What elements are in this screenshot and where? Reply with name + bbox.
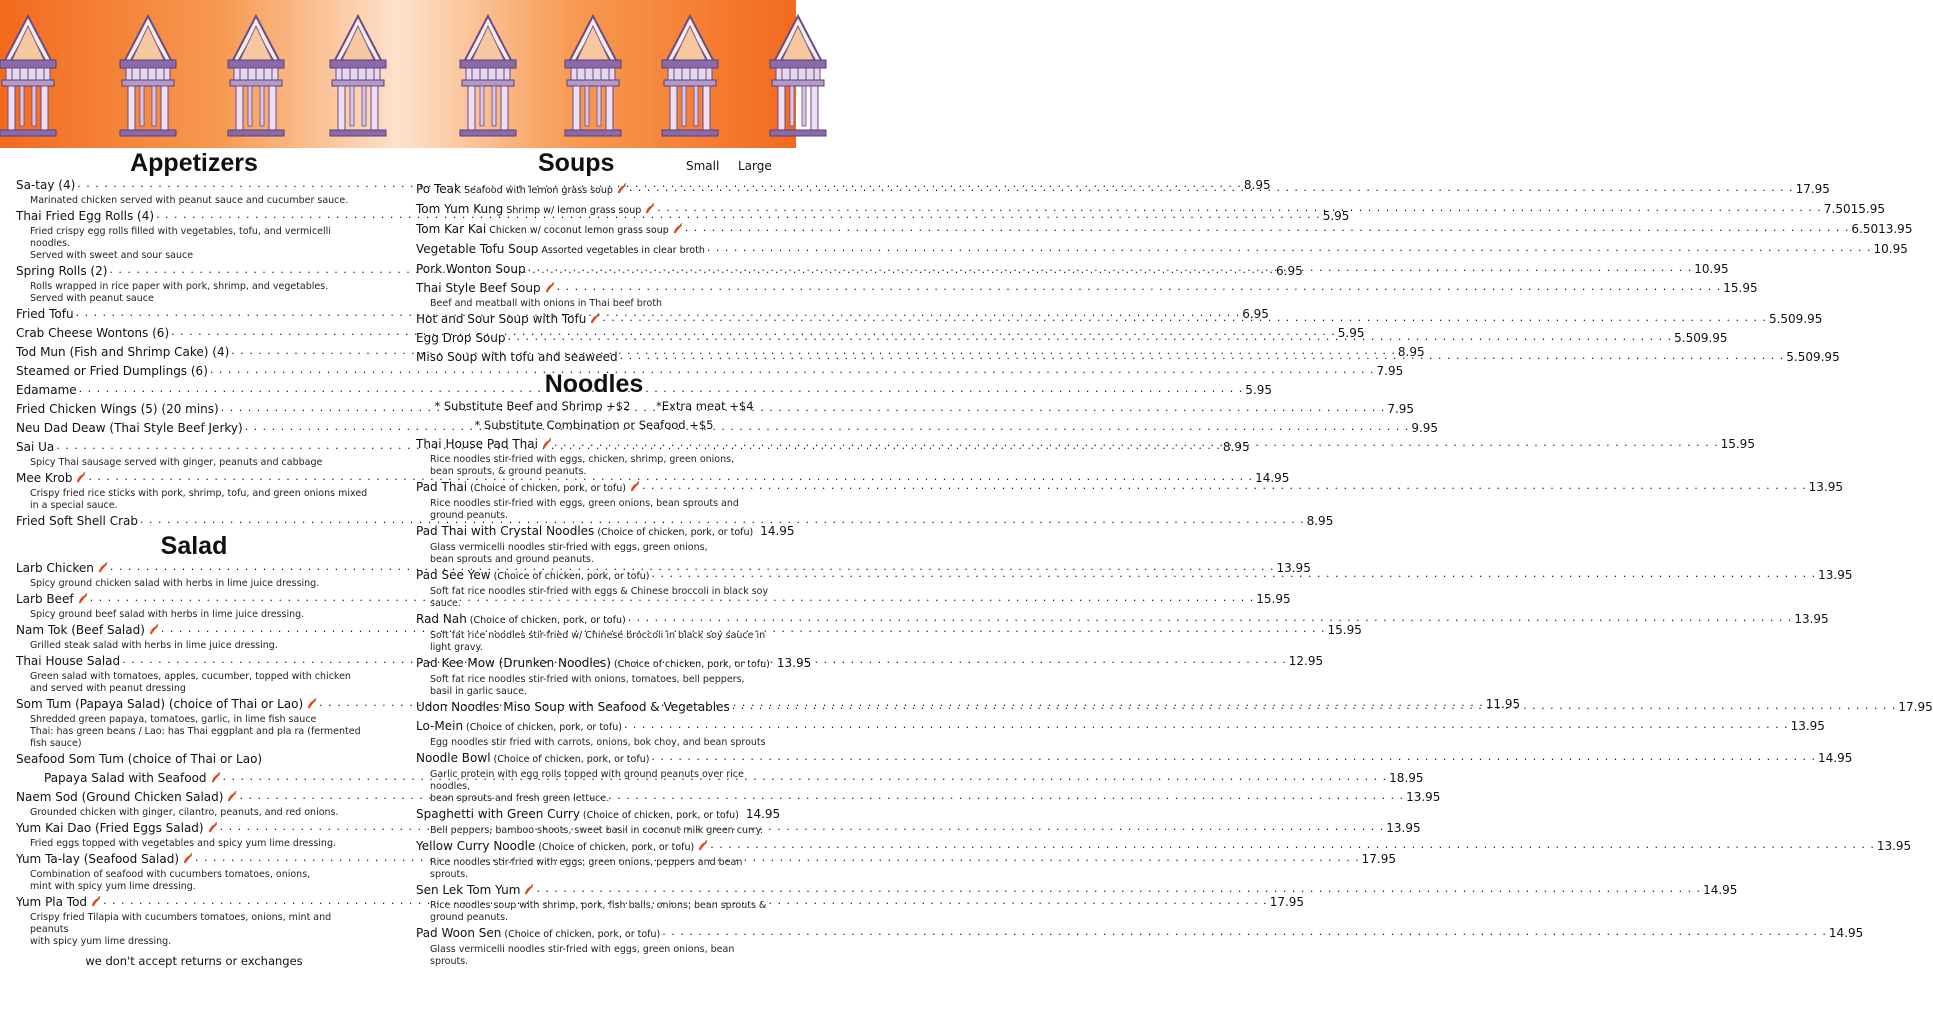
price-small: 5.50 xyxy=(1674,331,1701,345)
item-subtitle: (Choice of chicken, pork, or tofu) xyxy=(470,483,626,494)
item-price: 5.95 xyxy=(1245,383,1273,397)
item-description: Spicy ground chicken salad with herbs in lime juice dressing. xyxy=(30,578,320,589)
pavilion-icon xyxy=(770,16,826,136)
item-description: Glass vermicelli noodles stir-fried with eggs, green onions, bean sprouts. xyxy=(430,944,735,967)
item-description: mint with spicy yum lime dressing. xyxy=(30,881,196,892)
item-price: 12.95 xyxy=(1288,654,1324,668)
item-price: 14.95 xyxy=(1703,883,1738,897)
chili-pepper-icon xyxy=(75,472,86,483)
item-price: 14.95 xyxy=(1828,926,1864,940)
leader-dots xyxy=(685,218,1850,237)
chili-pepper-icon xyxy=(226,791,237,802)
menu-item xyxy=(416,924,1864,968)
size-large-label: Large xyxy=(738,159,772,173)
item-name: Egg Drop Soup xyxy=(416,331,506,345)
size-small-label: Small xyxy=(686,159,720,173)
item-price: 7.95 xyxy=(1376,364,1404,378)
item-description: Green salad with tomatoes, apples, cucumber, topped with chicken xyxy=(30,671,351,682)
item-name: Hot and Sour Soup with Tofu xyxy=(416,312,587,326)
leader-dots xyxy=(528,258,1693,277)
item-price: 17.95 xyxy=(1898,700,1933,714)
leader-dots xyxy=(642,476,1807,495)
soups-title: Soups xyxy=(538,149,615,177)
item-description: Fried crispy egg rolls filled with vegetables, tofu, and vermicelli noodles. xyxy=(30,226,331,249)
chili-pepper-icon xyxy=(541,438,552,449)
item-subtitle: (Choice of chicken, pork, or tofu) xyxy=(493,571,650,582)
item-subtitle: (Choice of chicken, pork, or tofu) xyxy=(613,659,770,670)
item-price: 15.95 xyxy=(1256,592,1291,606)
item-name: Fried Tofu xyxy=(16,307,74,321)
leader-dots xyxy=(629,178,1794,197)
chili-pepper-icon xyxy=(523,884,534,895)
item-price: 8.95 xyxy=(1222,440,1250,454)
item-description: bean sprouts and ground peanuts. xyxy=(430,554,594,565)
item-price: 15.95 xyxy=(1723,281,1758,295)
item-price: 13.95 xyxy=(1406,790,1441,804)
price-small: 5.50 xyxy=(1786,350,1813,364)
item-description: and served with peanut dressing xyxy=(30,683,186,694)
price-large: 15.95 xyxy=(1850,202,1885,216)
item-name: Pad Thai with Crystal Noodles xyxy=(416,524,595,538)
item-name: Fried Chicken Wings (5) (20 mins) xyxy=(16,402,219,416)
pavilion-icon xyxy=(565,16,621,136)
item-name: Vegetable Tofu Soup xyxy=(416,242,539,256)
item-name: Yum Pla Tod xyxy=(16,895,88,909)
item-name: Nam Tok (Beef Salad) xyxy=(16,623,145,637)
item-name: Udon Noodles Miso Soup with Seafood & Vegetables xyxy=(416,700,730,714)
item-name: Thai Fried Egg Rolls (4) xyxy=(16,209,155,223)
item-description: Crispy fried rice sticks with pork, shrimp, tofu, and green onions mixed xyxy=(30,488,368,499)
item-subtitle: (Choice of chicken, pork, or tofu) xyxy=(582,810,739,821)
leader-dots xyxy=(220,817,1385,836)
item-name: Fried Soft Shell Crab xyxy=(16,514,138,528)
item-name: Naem Sod (Ground Chicken Salad) xyxy=(16,790,224,804)
chili-pepper-icon xyxy=(77,593,88,604)
leader-dots xyxy=(657,198,1822,217)
item-price: 13.95 xyxy=(1808,480,1843,494)
noodles-title: Noodles xyxy=(544,370,644,398)
chili-pepper-icon xyxy=(672,223,683,234)
item-name: Tom Kar Kai xyxy=(416,222,487,236)
item-name: Lo-Mein xyxy=(416,719,464,733)
item-price: 17.95 xyxy=(1795,182,1830,196)
item-description: Served with peanut sauce xyxy=(30,293,154,304)
item-description: Soft fat rice noodles stir-fried w/ Chinese broccoli in black soy sauce in light gravy. xyxy=(430,630,766,653)
price-large: 9.95 xyxy=(1812,350,1840,364)
pavilion-icon xyxy=(662,16,718,136)
chili-pepper-icon xyxy=(97,562,108,573)
item-name: Pad See Yew xyxy=(416,568,491,582)
chili-pepper-icon xyxy=(306,698,317,709)
chili-pepper-icon xyxy=(210,772,221,783)
item-name: Larb Chicken xyxy=(16,561,94,575)
item-price: 10.95 xyxy=(1694,262,1729,276)
price-large: 9.95 xyxy=(1700,331,1728,345)
pavilion-icon xyxy=(330,16,386,136)
item-name: Sai Ua xyxy=(16,440,55,454)
item-price: 6.95 xyxy=(1276,264,1303,278)
item-name: Steamed or Fried Dumplings (6) xyxy=(16,364,208,378)
appetizers-title: Appetizers xyxy=(130,149,258,177)
item-description: Rice noodles soup with shrimp, pork, fish balls, onions, bean sprouts & xyxy=(430,900,767,911)
menu-item xyxy=(416,654,812,698)
item-description: Spicy ground beef salad with herbs in lime juice dressing. xyxy=(30,609,305,620)
item-name: Po Teak xyxy=(416,182,461,196)
pavilion-icon xyxy=(120,16,176,136)
item-price: 6.95 xyxy=(1242,307,1269,321)
item-price: 18.95 xyxy=(1389,771,1424,785)
leader-dots xyxy=(557,277,1722,296)
item-name: Sen Lek Tom Yum xyxy=(416,883,521,897)
item-price: 14.95 xyxy=(745,807,781,821)
item-description: Glass vermicelli noodles stir-fried with eggs, green onions, xyxy=(430,542,708,553)
chili-pepper-icon xyxy=(589,313,600,324)
chili-pepper-icon xyxy=(644,203,655,214)
item-price: 5.95 xyxy=(1322,209,1350,223)
item-price: 8.95 xyxy=(1306,514,1334,528)
menu-item xyxy=(416,522,795,566)
item-description: Fried eggs topped with vegetables and spicy yum lime dressing. xyxy=(30,838,336,849)
item-price: 13.95 xyxy=(1818,568,1853,582)
item-description: Soft fat rice noodles stir-fried with eggs & Chinese broccoli in black soy sauce. xyxy=(430,586,769,609)
leader-dots xyxy=(710,835,1875,854)
item-name: Papaya Salad with Seafood xyxy=(44,771,207,785)
menu-item xyxy=(416,717,1825,749)
item-name: Larb Beef xyxy=(16,592,74,606)
item-name: Som Tum (Papaya Salad) (choice of Thai or Lao) xyxy=(16,697,304,711)
item-subtitle: (Choice of chicken, pork, or tofu) xyxy=(504,929,661,940)
item-price: 14.95 xyxy=(1255,471,1290,485)
item-subtitle: (Choice of chicken, pork, or tofu) xyxy=(538,842,695,853)
price-small: 6.50 xyxy=(1851,222,1879,236)
item-name: Miso Soup with tofu and seaweed xyxy=(416,350,618,364)
item-name: Thai Style Beef Soup xyxy=(416,281,541,295)
item-description: Crispy fried Tilapia with cucumbers tomatoes, onions, mint and peanuts xyxy=(30,912,332,935)
item-name: Neu Dad Deaw (Thai Style Beef Jerky) xyxy=(16,421,243,435)
chili-pepper-icon xyxy=(544,282,555,293)
item-name: Sa-tay (4) xyxy=(16,178,76,192)
item-price: 13.95 xyxy=(1386,821,1421,835)
item-price: 15.95 xyxy=(1720,437,1755,451)
item-description: Marinated chicken served with peanut sauce and cucumber sauce. xyxy=(30,195,349,206)
leader-dots xyxy=(651,747,1816,766)
item-name: Pad Kee Mow (Drunken Noodles) xyxy=(416,656,611,670)
item-subtitle: (Choice of chicken, pork, or tofu) xyxy=(597,527,754,538)
item-price: 13.95 xyxy=(1790,719,1825,733)
pavilion-banner xyxy=(0,0,796,148)
item-price: 10.95 xyxy=(1873,242,1908,256)
chili-pepper-icon xyxy=(697,840,708,851)
chili-pepper-icon xyxy=(629,481,640,492)
item-description: in a special sauce. xyxy=(30,500,118,511)
item-description: bean sprouts, & ground peanuts. xyxy=(430,466,587,477)
item-subtitle: (Choice of chicken, pork, or tofu) xyxy=(469,615,626,626)
item-description: Served with sweet and sour sauce xyxy=(30,250,194,261)
item-price: 8.95 xyxy=(1397,345,1425,359)
noodles-note-1: * Substitute Beef and Shrimp +$2 *Extra meat +$4 xyxy=(434,399,754,413)
item-subtitle: Seafood with lemon grass soup xyxy=(463,185,613,196)
banner xyxy=(0,0,796,148)
item-description: Garlic protein with egg rolls topped with ground peanuts over rice noodles, xyxy=(430,769,744,792)
leader-dots xyxy=(239,786,1404,805)
leader-dots xyxy=(620,346,1785,365)
item-description: basil in garlic sauce. xyxy=(430,686,527,697)
pavilion-icon xyxy=(460,16,516,136)
leader-dots xyxy=(602,308,1767,327)
item-price: 5.95 xyxy=(1337,326,1365,340)
chili-pepper-icon xyxy=(90,896,101,907)
item-name: Spaghetti with Green Curry xyxy=(416,807,580,821)
item-description: Grilled steak salad with herbs in lime juice dressing. xyxy=(30,640,278,651)
item-description: Spicy Thai sausage served with ginger, peanuts and cabbage xyxy=(30,457,323,468)
item-name: Thai House Salad xyxy=(16,654,121,668)
item-price: 9.95 xyxy=(1411,421,1439,435)
item-description: Rice noodles stir-fried with eggs, chicken, shrimp, green onions, xyxy=(430,454,735,465)
item-price: 13.95 xyxy=(1276,561,1311,575)
item-subtitle: Chicken w/ coconut lemon grass soup xyxy=(489,225,669,236)
item-price: 8.95 xyxy=(1243,178,1271,192)
item-description: Egg noodles stir fried with carrots, onions, bok choy, and bean sprouts xyxy=(430,737,766,748)
chili-pepper-icon xyxy=(148,624,159,635)
item-name: Thai House Pad Thai xyxy=(416,437,538,451)
item-subtitle: (Choice of chicken, pork, or tofu) xyxy=(466,722,622,733)
returns-note: we don't accept returns or exchanges xyxy=(85,954,303,968)
leader-dots xyxy=(624,715,1789,734)
leader-dots xyxy=(536,879,1701,898)
item-price: 15.95 xyxy=(1327,623,1362,637)
item-description: Shredded green papaya, tomatoes, garlic, in lime fish sauce xyxy=(30,714,317,725)
item-name: Yellow Curry Noodle xyxy=(416,839,536,853)
soups-header xyxy=(416,150,772,180)
item-price: 7.95 xyxy=(1387,402,1415,416)
menu-item xyxy=(416,220,1913,240)
item-name: Mee Krob xyxy=(16,471,73,485)
leader-dots xyxy=(223,767,1388,786)
item-price: 13.95 xyxy=(776,656,812,670)
menu-item xyxy=(416,200,1885,220)
item-description: Beef and meatball with onions in Thai beef broth xyxy=(430,298,663,309)
noodles-note-2: * Substitute Combination or Seafood +$5 xyxy=(474,418,714,432)
item-name: Rad Nah xyxy=(416,612,467,626)
item-price: 17.95 xyxy=(1361,852,1397,866)
item-price: 13.95 xyxy=(1794,612,1829,626)
item-subtitle: Shrimp w/ lemon grass soup xyxy=(506,205,642,216)
item-price: 14.95 xyxy=(760,524,795,538)
pavilion-icon xyxy=(0,16,56,136)
item-description: ground peanuts. xyxy=(430,912,509,923)
item-name: Crab Cheese Wontons (6) xyxy=(16,326,170,340)
price-large: 9.95 xyxy=(1795,312,1823,326)
item-description: Thai: has green beans / Lao: has Thai eggplant and pla ra (fermented fish sauce) xyxy=(30,726,361,749)
price-large: 13.95 xyxy=(1878,222,1913,236)
item-name: Pad Thai xyxy=(416,480,468,494)
chili-pepper-icon xyxy=(182,853,193,864)
item-description: Soft fat rice noodles stir-fried with onions, tomatoes, bell peppers, xyxy=(430,674,745,685)
item-name: Tom Yum Kung xyxy=(416,202,504,216)
price-small: 5.50 xyxy=(1768,312,1796,326)
item-subtitle: Assorted vegetables in clear broth xyxy=(541,245,705,256)
item-price: 17.95 xyxy=(1269,895,1305,909)
item-name: Yum Ta-lay (Seafood Salad) xyxy=(16,852,180,866)
chili-pepper-icon xyxy=(616,183,627,194)
leader-dots xyxy=(662,922,1827,941)
leader-dots xyxy=(554,433,1719,452)
item-name: Tod Mun (Fish and Shrimp Cake) (4) xyxy=(16,345,230,359)
leader-dots xyxy=(221,398,1386,417)
leader-dots xyxy=(508,327,1673,346)
item-price: 14.95 xyxy=(1818,751,1853,765)
salad-title: Salad xyxy=(160,532,228,560)
item-name: Edamame xyxy=(16,383,77,397)
item-name: Pork Wonton Soup xyxy=(416,262,526,276)
item-price: 11.95 xyxy=(1485,697,1521,711)
item-description: bean sprouts and fresh green lettuce. xyxy=(430,793,610,804)
menu-item xyxy=(416,240,1908,260)
pavilion-icon xyxy=(228,16,284,136)
menu-item xyxy=(416,805,781,837)
leader-dots xyxy=(732,696,1897,715)
item-name: Noodle Bowl xyxy=(416,751,491,765)
item-subtitle: (Choice of chicken, pork, or tofu) xyxy=(493,754,650,765)
item-description: Grounded chicken with ginger, cilantro, peanuts, and red onions. xyxy=(30,807,339,818)
item-description: Rolls wrapped in rice paper with pork, shrimp, and vegetables. xyxy=(30,281,329,292)
leader-dots xyxy=(652,564,1817,583)
leader-dots xyxy=(628,608,1793,627)
chili-pepper-icon xyxy=(207,822,218,833)
price-small: 7.50 xyxy=(1823,202,1851,216)
menu-item xyxy=(416,279,1758,310)
item-name: Yum Kai Dao (Fried Eggs Salad) xyxy=(16,821,204,835)
item-description: Rice noodles stir-fried with eggs, green onions, bean sprouts and ground peanuts. xyxy=(430,498,739,521)
item-description: Bell peppers, bamboo shoots, sweet basil in coconut milk green curry. xyxy=(430,825,763,836)
item-price: 13.95 xyxy=(1876,839,1912,853)
item-description: Combination of seafood with cucumbers tomatoes, onions, xyxy=(30,869,311,880)
item-description: with spicy yum lime dressing. xyxy=(30,936,172,947)
item-description: Rice noodles stir-fried with eggs, green onions, peppers and bean sprouts. xyxy=(430,857,743,880)
item-name: Pad Woon Sen xyxy=(416,926,502,940)
item-name: Spring Rolls (2) xyxy=(16,264,108,278)
leader-dots xyxy=(707,238,1872,257)
item-name: Seafood Som Tum (choice of Thai or Lao) xyxy=(16,752,263,766)
